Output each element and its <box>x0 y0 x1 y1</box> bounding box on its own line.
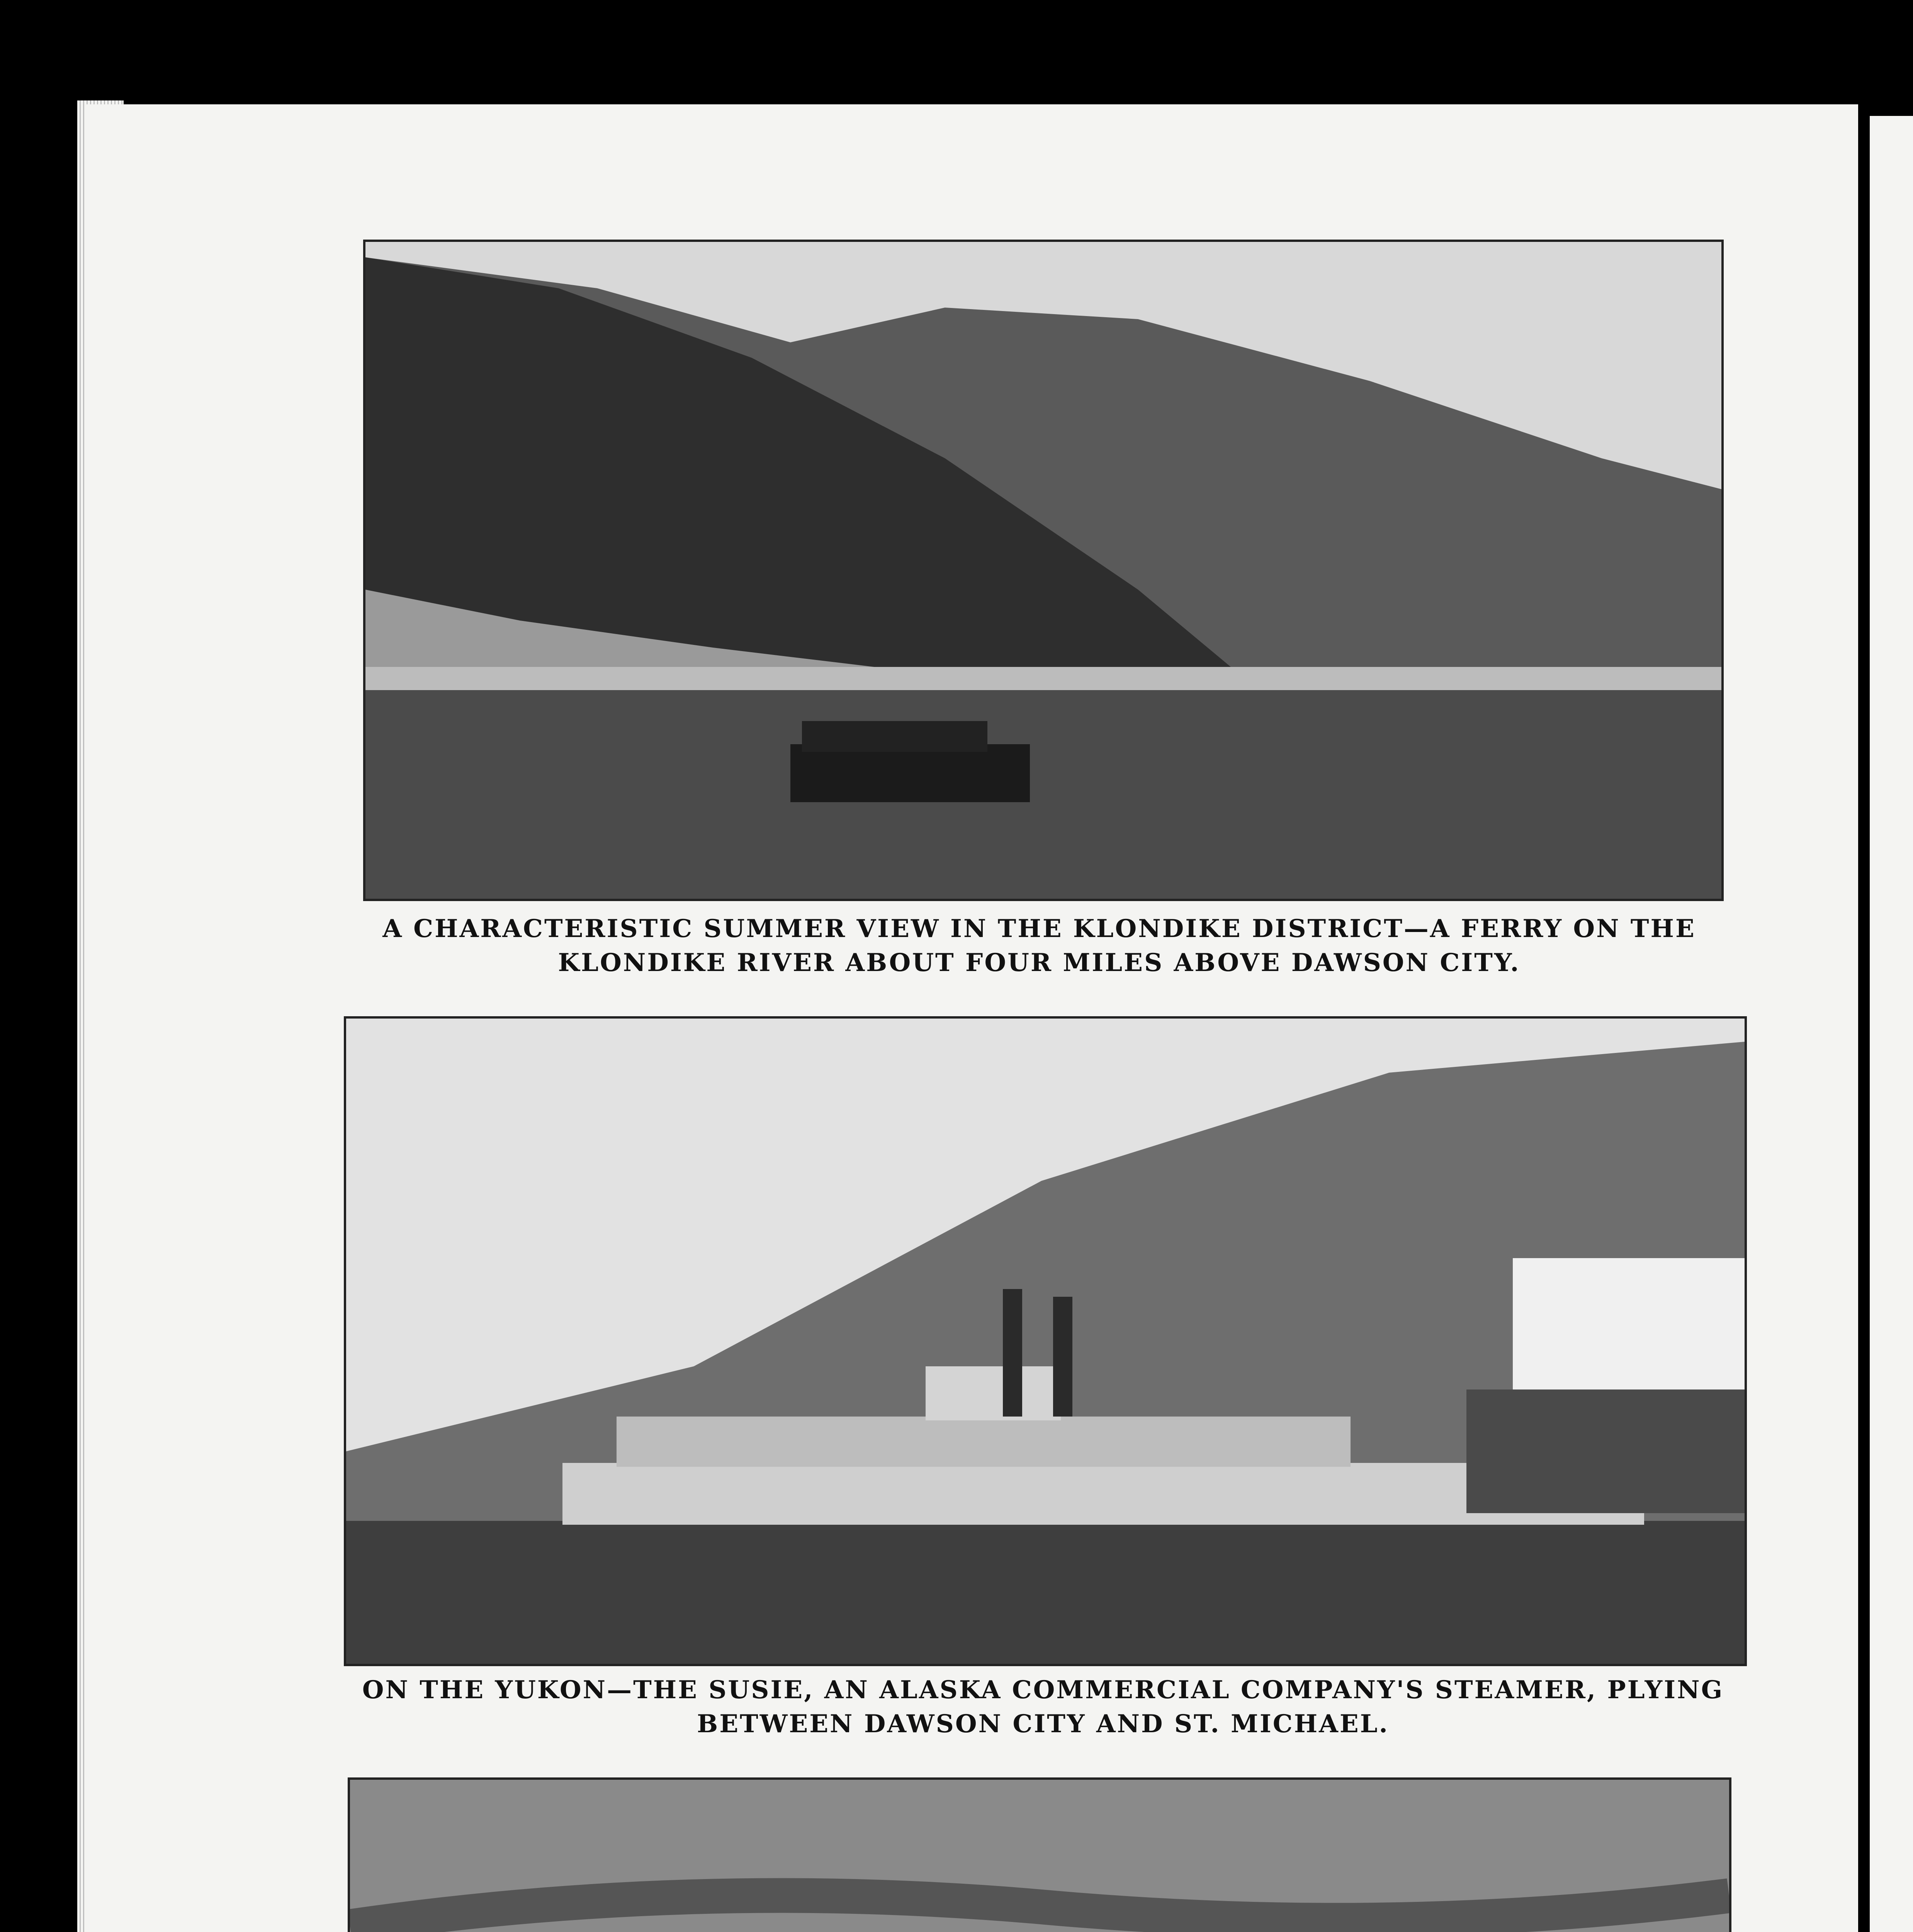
facing-page-edge <box>1866 116 1913 1932</box>
caption-photo1: A CHARACTERISTIC SUMMER VIEW IN THE KLONDIKE DISTRICT—A FERRY ON THE KLONDIKE RIVER ABOUT FOUR MILES ABOVE DAWSON CITY. <box>382 914 1696 977</box>
caption-photo2: ON THE YUKON—THE SUSIE, AN ALASKA COMMERCIAL COMPANY'S STEAMER, PLYING BETWEEN DAWSON CITY AND ST. MICHAEL. <box>362 1675 1724 1738</box>
photo-steamer-susie <box>344 1016 1747 1666</box>
photo-klondike-ferry <box>363 240 1724 901</box>
photo-st-michael <box>348 1777 1731 1932</box>
